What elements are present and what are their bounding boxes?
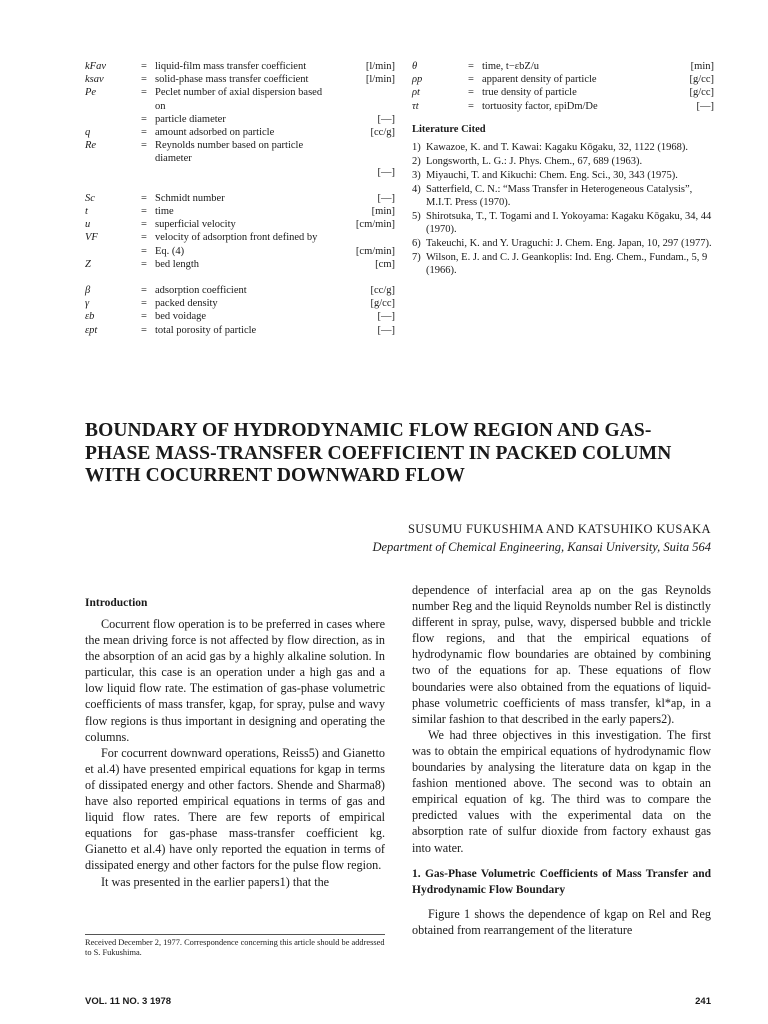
equals-sign: =: [141, 127, 147, 139]
nomenclature-definition: Peclet number of axial dispersion based on: [155, 87, 323, 112]
reference-number: 5): [412, 211, 421, 222]
equals-sign: =: [141, 87, 147, 99]
paragraph: Cocurrent flow operation is to be preferred in cases where the mean driving force is not affected by flow direction, as in the absorption of an acid gas by a highly alkaline solution. In particular, this case is an operation under a high gas and a low liquid flow rate. The estimation of gas-phase volumetric coefficients of mass transfer, kgap, for spray, pulse and wavy flow regions is thus important in designing and operating the columns.: [85, 617, 385, 744]
nomenclature-symbol: Re: [85, 140, 97, 152]
literature-heading: Literature Cited: [412, 124, 486, 135]
nomenclature-left: [85, 60, 395, 337]
nomenclature-unit: [—]: [377, 166, 395, 178]
nomenclature-symbol: Z: [85, 258, 91, 270]
nomenclature-definition: [155, 166, 335, 179]
left-column-body: [85, 616, 385, 890]
equals-sign: =: [141, 298, 147, 310]
equals-sign: =: [141, 192, 147, 204]
equals-sign: =: [468, 61, 474, 72]
nomenclature-symbol: Pe: [85, 87, 97, 99]
nomenclature-row: [85, 126, 395, 139]
reference-item: [412, 251, 714, 277]
reference-text: Longsworth, L. G.: J. Phys. Chem., 67, 689 (1963).: [426, 156, 643, 167]
nomenclature-definition: apparent density of particle: [482, 74, 597, 86]
reference-number: 6): [412, 238, 421, 249]
equals-sign: =: [141, 285, 147, 297]
nomenclature-unit: [cm/min]: [355, 219, 395, 231]
nomenclature-definition: total porosity of particle: [155, 324, 257, 336]
journal-volume: VOL. 11 NO. 3 1978: [85, 996, 172, 1007]
nomenclature-unit: [g/cc]: [370, 298, 395, 310]
nomenclature-unit: [cc/g]: [370, 127, 395, 139]
nomenclature-row: [85, 284, 395, 297]
nomenclature-symbol: γ: [85, 298, 90, 310]
nomenclature-symbol: ksav: [85, 74, 104, 86]
nomenclature-row: [85, 218, 395, 231]
nomenclature-row: [85, 324, 395, 337]
spacer: [85, 271, 395, 284]
equals-sign: =: [141, 74, 147, 86]
nomenclature-definition: superficial velocity: [155, 219, 236, 231]
nomenclature-unit: [g/cc]: [689, 74, 714, 86]
nomenclature-definition: bed voidage: [155, 311, 207, 323]
nomenclature-definition: particle diameter: [155, 113, 226, 125]
equals-sign: =: [141, 232, 147, 244]
nomenclature-unit: [l/min]: [365, 61, 395, 72]
paragraph: We had three objectives in this investigation. The first was to obtain the empirical equations of hydrodynamic flow boundaries by analysing the literature data on kgap in the fashion mentioned above. The second was to obtain an empirical equation of kg. The third was to compare the predicted values with the experimental data on the absorption rate of sulfur dioxide from factory exhaust gas into water.: [412, 727, 711, 855]
equals-sign: =: [468, 100, 474, 112]
nomenclature-unit: [335, 231, 395, 244]
paragraph: For cocurrent downward operations, Reiss5) and Gianetto et al.4) have presented empirical equations for kgap in terms of dissipated energy and other factors. Shende and Sharma8) have also reported empirical equations in terms of gas and liquid flow rates. There are few reports of empirical equations for gas-phase mass-transfer coefficient kg. Gianetto et al.4) have only reported the equation in terms of dissipated energy and other factors for the pulse flow region.: [85, 745, 385, 873]
nomenclature-unit: [cc/g]: [370, 285, 395, 297]
nomenclature-symbol: VF: [85, 232, 98, 244]
nomenclature-unit: [g/cc]: [689, 87, 714, 99]
section-heading-introduction: Introduction: [85, 597, 148, 609]
equals-sign: =: [141, 245, 147, 257]
nomenclature-unit: [—]: [696, 100, 714, 112]
nomenclature-definition: true density of particle: [482, 87, 577, 99]
reference-number: 3): [412, 170, 421, 181]
footnote: Received December 2, 1977. Correspondence concerning this article should be addressed to S. Fukushima.: [85, 934, 385, 958]
nomenclature-right: [412, 60, 714, 113]
nomenclature-symbol: u: [85, 219, 91, 231]
nomenclature-unit: [min]: [690, 61, 714, 72]
nomenclature-definition: velocity of adsorption front defined by: [155, 232, 318, 244]
nomenclature-definition: solid-phase mass transfer coefficient: [155, 74, 309, 86]
reference-text: Shirotsuka, T., T. Togami and I. Yokoyama: Kagaku Kōgaku, 34, 44 (1970).: [426, 211, 712, 235]
nomenclature-definition: liquid-film mass transfer coefficient: [155, 61, 307, 72]
equals-sign: [141, 166, 155, 179]
reference-item: [412, 210, 714, 236]
equals-sign: =: [141, 311, 147, 323]
nomenclature-symbol: ρp: [412, 74, 423, 86]
nomenclature-definition: bed length: [155, 258, 200, 270]
page-number: 241: [695, 996, 711, 1007]
nomenclature-symbol: θ: [412, 61, 418, 72]
reference-item: [412, 169, 714, 182]
equals-sign: =: [468, 74, 474, 86]
right-column-body: [412, 582, 711, 938]
section-heading: 1. Gas-Phase Volumetric Coefficients of Mass Transfer and Hydrodynamic Flow Boundary: [412, 867, 711, 896]
reference-number: 2): [412, 156, 421, 167]
nomenclature-unit: [min]: [371, 206, 395, 218]
nomenclature-definition: time, t−εbZ/u: [482, 61, 539, 72]
paragraph: Figure 1 shows the dependence of kgap on Rel and Reg obtained from rearrangement of the literature: [412, 906, 711, 937]
nomenclature-unit: [cm/min]: [355, 245, 395, 257]
article-title: BOUNDARY OF HYDRODYNAMIC FLOW REGION AND GAS-PHASE MASS-TRANSFER COEFFICIENT IN PACKED COLUMN WITH COCURRENT DOWNWARD FLOW: [85, 420, 672, 486]
equals-sign: =: [468, 87, 474, 99]
reference-number: 1): [412, 142, 421, 153]
nomenclature-definition: packed density: [155, 298, 218, 310]
nomenclature-row: [85, 86, 395, 112]
nomenclature-row: [85, 231, 395, 244]
reference-text: Kawazoe, K. and T. Kawai: Kagaku Kōgaku, 32, 1122 (1968).: [426, 142, 688, 153]
reference-item: [412, 183, 714, 209]
reference-item: [412, 237, 714, 250]
nomenclature-symbol: q: [85, 127, 91, 139]
nomenclature-symbol: [85, 166, 141, 179]
nomenclature-symbol: [85, 113, 141, 126]
nomenclature-symbol: t: [85, 206, 88, 218]
nomenclature-symbol: εpt: [85, 324, 98, 336]
nomenclature-row: [85, 166, 395, 179]
nomenclature-definition: Eq. (4): [155, 245, 185, 257]
nomenclature-definition: adsorption coefficient: [155, 285, 247, 297]
nomenclature-row: [412, 100, 714, 113]
reference-text: Wilson, E. J. and C. J. Geankoplis: Ind. Eng. Chem., Fundam., 5, 9 (1966).: [426, 252, 708, 276]
reference-number: 4): [412, 184, 421, 195]
nomenclature-row: [412, 60, 714, 73]
reference-text: Satterfield, C. N.: “Mass Transfer in Heterogeneous Catalysis”, M.I.T. Press (1970).: [426, 184, 693, 208]
equals-sign: =: [141, 258, 147, 270]
nomenclature-symbol: [85, 245, 141, 258]
nomenclature-row: [85, 310, 395, 323]
nomenclature-unit: [—]: [377, 192, 395, 204]
nomenclature-symbol: Sc: [85, 192, 95, 204]
nomenclature-unit: [cm]: [375, 258, 395, 270]
nomenclature-definition: tortuosity factor, εpiDm/De: [482, 100, 598, 112]
nomenclature-row: [85, 205, 395, 218]
nomenclature-unit: [335, 86, 395, 112]
reference-number: 7): [412, 252, 421, 263]
equals-sign: =: [141, 206, 147, 218]
nomenclature-row: [85, 297, 395, 310]
nomenclature-definition: Schmidt number: [155, 192, 225, 204]
nomenclature-definition: amount adsorbed on particle: [155, 127, 275, 139]
nomenclature-definition: Reynolds number based on particle diameter: [155, 140, 304, 165]
equals-sign: =: [141, 140, 147, 152]
authors: SUSUMU FUKUSHIMA AND KATSUHIKO KUSAKA: [407, 522, 711, 536]
nomenclature-row: [85, 245, 395, 258]
reference-item: [412, 141, 714, 154]
nomenclature-unit: [l/min]: [365, 74, 395, 86]
reference-item: [412, 155, 714, 168]
reference-list: [412, 141, 714, 278]
reference-text: Miyauchi, T. and Kikuchi: Chem. Eng. Sci., 30, 343 (1975).: [426, 170, 678, 181]
nomenclature-symbol: kFav: [85, 61, 106, 72]
nomenclature-symbol: τt: [412, 100, 419, 112]
nomenclature-row: [412, 73, 714, 86]
nomenclature-row: [85, 113, 395, 126]
reference-text: Takeuchi, K. and Y. Uraguchi: J. Chem. Eng. Japan, 10, 297 (1977).: [426, 238, 712, 249]
nomenclature-symbol: εb: [85, 311, 95, 323]
spacer: [85, 179, 395, 192]
nomenclature-row: [85, 192, 395, 205]
affiliation: Department of Chemical Engineering, Kansai University, Suita 564: [372, 540, 711, 554]
nomenclature-unit: [—]: [377, 113, 395, 125]
equals-sign: =: [141, 219, 147, 231]
nomenclature-unit: [—]: [377, 324, 395, 336]
equals-sign: =: [141, 324, 147, 336]
nomenclature-unit: [335, 139, 395, 165]
nomenclature-row: [85, 60, 395, 73]
nomenclature-row: [85, 73, 395, 86]
nomenclature-row: [85, 139, 395, 165]
nomenclature-row: [412, 86, 714, 99]
equals-sign: =: [141, 113, 147, 125]
nomenclature-symbol: β: [85, 285, 91, 297]
paragraph: It was presented in the earlier papers1) that the: [101, 874, 330, 889]
nomenclature-unit: [—]: [377, 311, 395, 323]
nomenclature-row: [85, 258, 395, 271]
nomenclature-definition: time: [155, 206, 174, 218]
nomenclature-symbol: ρt: [412, 87, 420, 99]
equals-sign: =: [141, 61, 147, 72]
paragraph: dependence of interfacial area ap on the gas Reynolds number Reg and the liquid Reynolds number Rel is distinctly different in spray, pulse, wavy, dispersed bubble and trickle flow regions, and that the empirical equations of hydrodynamic flow boundaries are obtained by combining two of the equations for ap. These equations of flow boundaries were also obtained from the equations of liquid-phase volumetric coefficients of mass transfer, kl*ap, in a similar fashion to that described in the early papers2).: [412, 583, 711, 726]
